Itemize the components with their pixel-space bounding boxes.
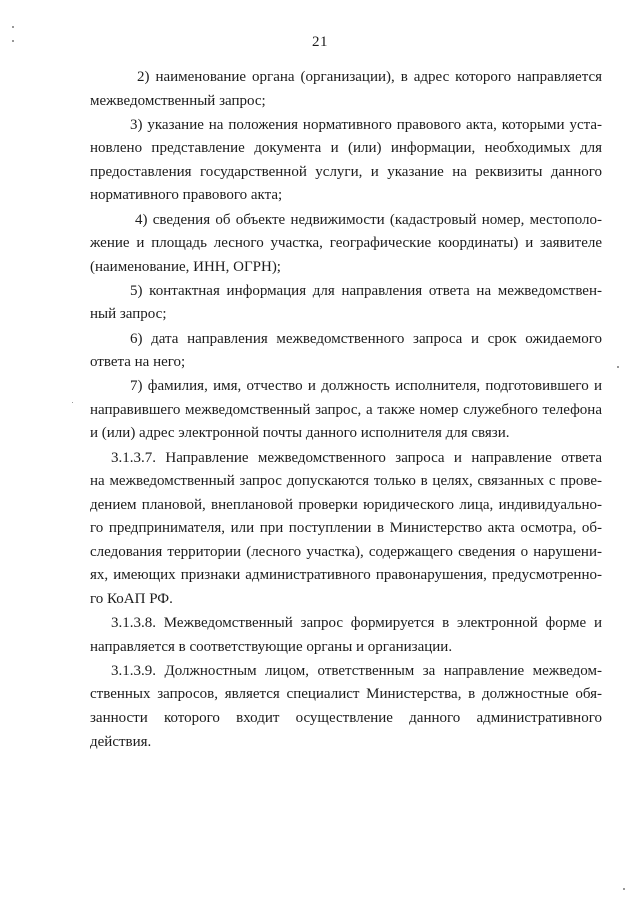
scan-speck bbox=[12, 40, 14, 42]
section-3-1-3-9 bbox=[90, 660, 602, 754]
text-line: (наименование, ИНН, ОГРН); bbox=[90, 258, 281, 275]
text-line: занности которого входит осуществление данного административного bbox=[90, 710, 602, 727]
text-line: 3.1.3.7. Направление межведомственного запроса и направление ответа bbox=[111, 449, 602, 466]
list-item-3 bbox=[90, 114, 602, 208]
page-number: 21 bbox=[312, 34, 328, 50]
scan-speck bbox=[617, 366, 619, 368]
text-line: направившего межведомственный запрос, а также номер служебного телефона bbox=[90, 401, 602, 418]
text-line: 5) контактная информация для направления ответа на межведомствен- bbox=[130, 282, 602, 299]
text-line: действия. bbox=[90, 733, 152, 750]
list-item-5 bbox=[90, 280, 602, 327]
text-line: 7) фамилия, имя, отчество и должность исполнителя, подготовившего и bbox=[130, 378, 602, 395]
text-line: нормативного правового акта; bbox=[90, 187, 283, 204]
list-item-4 bbox=[90, 209, 602, 280]
text-line: жение и площадь лесного участка, географические координаты) и заявителе bbox=[90, 235, 602, 252]
text-line: 2) наименование органа (организации), в адрес которого направляется bbox=[137, 69, 602, 85]
section-3-1-3-7 bbox=[90, 447, 602, 612]
text-line: межведомственный запрос; bbox=[90, 92, 266, 109]
text-line: ях, имеющих признаки административного правонарушения, предусмотренно- bbox=[90, 567, 602, 584]
text-line: новлено представление документа и (или) информации, необходимых для bbox=[90, 140, 602, 157]
document-body bbox=[90, 66, 602, 754]
text-line: го предпринимателя, или при поступлении в Министерство акта осмотра, об- bbox=[90, 520, 602, 537]
scan-speck bbox=[12, 26, 14, 28]
text-line: го КоАП РФ. bbox=[90, 591, 173, 608]
list-item-2 bbox=[90, 66, 602, 113]
section-3-1-3-8 bbox=[90, 612, 602, 659]
text-line: на межведомственный запрос допускаются только в целях, связанных с прове- bbox=[90, 473, 602, 490]
text-line: ответа на него; bbox=[90, 354, 186, 371]
text-line: следования территории (лесного участка), содержащего сведения о нарушени- bbox=[90, 543, 602, 560]
list-item-7 bbox=[90, 375, 602, 446]
text-line: 3.1.3.8. Межведомственный запрос формируется в электронной форме и bbox=[111, 615, 602, 632]
scan-speck bbox=[623, 888, 625, 890]
text-line: ственных запросов, является специалист Министерства, в должностные обя- bbox=[90, 686, 602, 703]
text-line: предоставления государственной услуги, и указание на реквизиты данного bbox=[90, 163, 602, 180]
text-line: 3.1.3.9. Должностным лицом, ответственным за направление межведом- bbox=[111, 662, 602, 679]
scan-speck bbox=[72, 402, 73, 403]
text-line: и (или) адрес электронной почты данного исполнителя для связи. bbox=[90, 425, 510, 442]
list-item-6 bbox=[90, 328, 602, 375]
text-line: ный запрос; bbox=[90, 306, 167, 323]
text-line: 6) дата направления межведомственного запроса и срок ожидаемого bbox=[130, 330, 602, 347]
text-line: 4) сведения об объекте недвижимости (кадастровый номер, местополо- bbox=[135, 211, 602, 228]
text-line: 3) указание на положения нормативного правового акта, которыми уста- bbox=[130, 116, 602, 133]
text-line: дением плановой, внеплановой проверки юридического лица, индивидуально- bbox=[90, 496, 602, 513]
text-line: направляется в соответствующие органы и организации. bbox=[90, 638, 453, 655]
